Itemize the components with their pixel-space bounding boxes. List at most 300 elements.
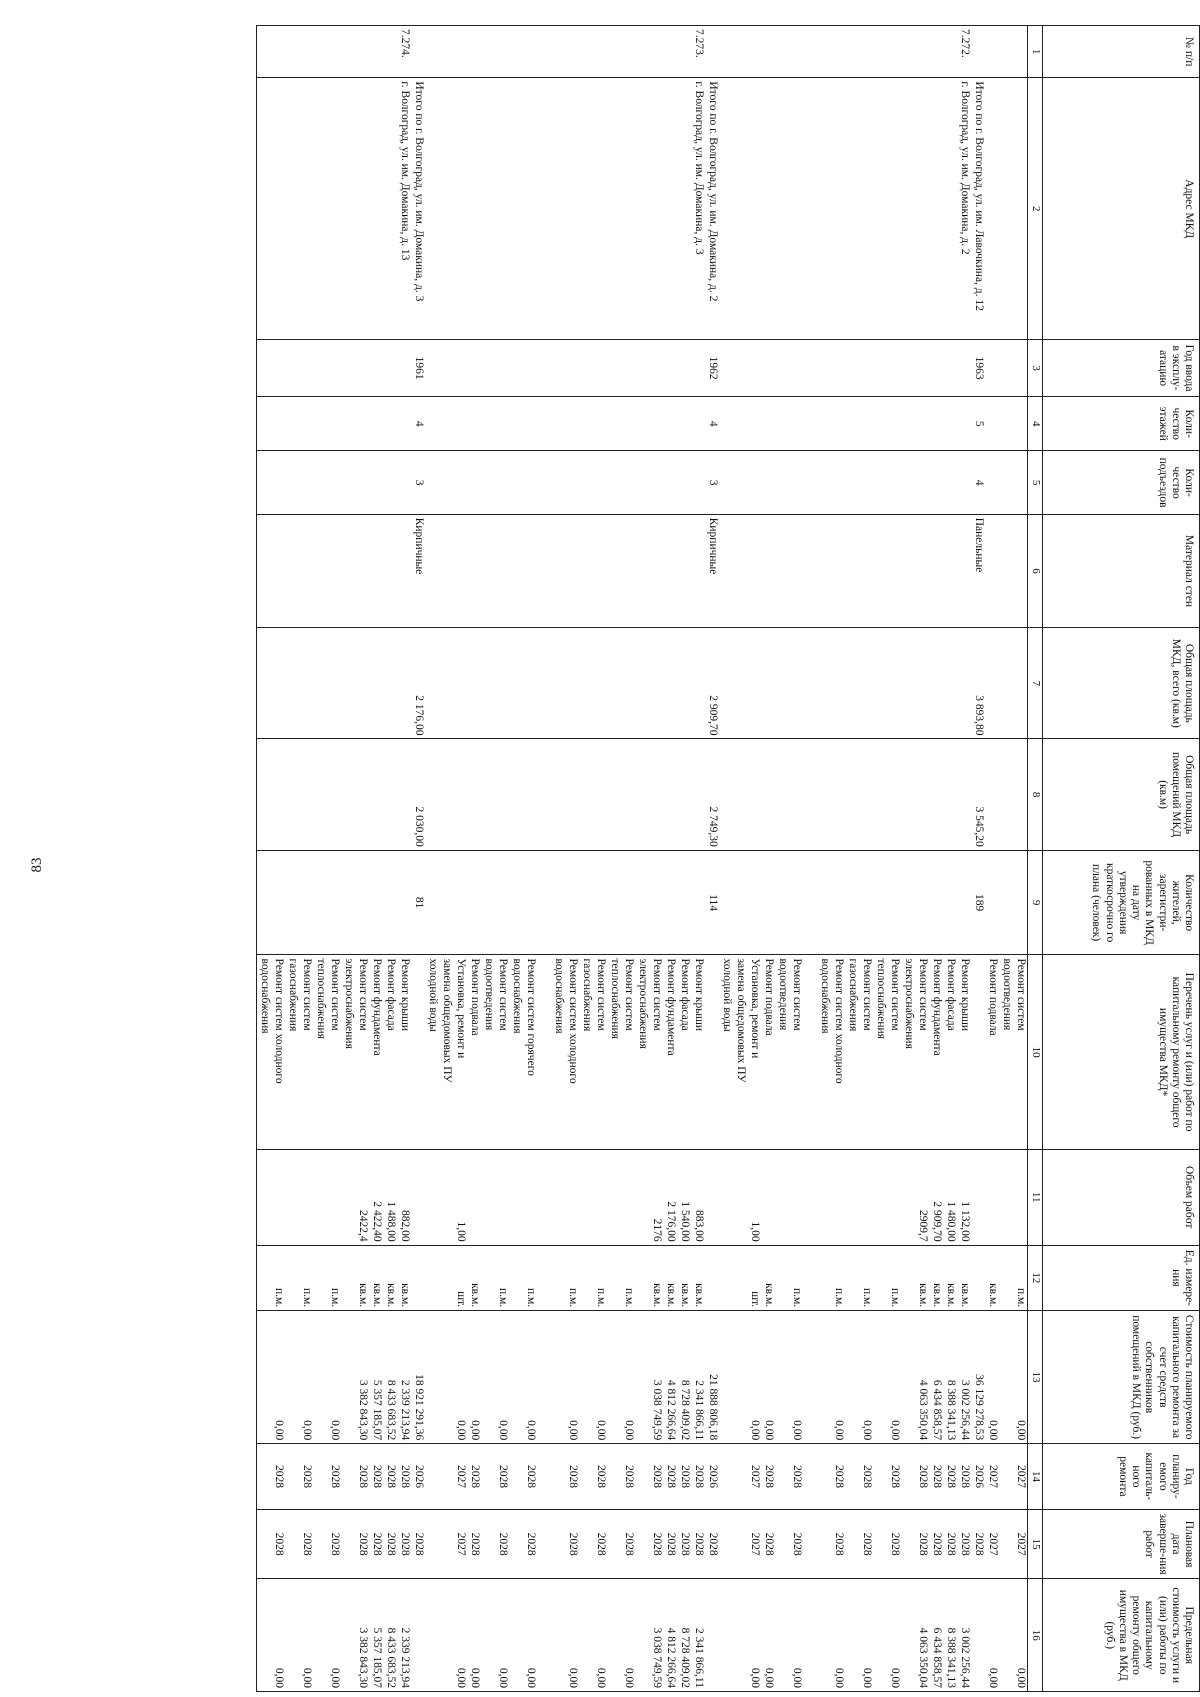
planned-cost-cell: 36 129 278,53 [971, 1311, 985, 1444]
completion-date-cell [817, 1509, 831, 1579]
floors-cell [635, 396, 649, 451]
limit-cost-cell [579, 1579, 593, 1692]
completion-date-cell: 2028 [677, 1509, 691, 1579]
table-row [579, 26, 593, 1692]
planned-cost-cell: 0,00 [565, 1311, 579, 1444]
table-row [649, 26, 663, 1692]
wall-material-cell [873, 514, 887, 627]
work-type-cell: Ремонт систем [1013, 955, 1028, 1149]
unit-cell: п.м. [859, 1245, 873, 1310]
planned-year-cell [607, 1444, 621, 1509]
entrances-cell [439, 451, 453, 514]
total-area-cell [481, 628, 495, 739]
completion-date-cell: 2028 [593, 1509, 607, 1579]
total-area-cell [831, 628, 845, 739]
entrances-cell [663, 451, 677, 514]
limit-cost-cell: 0,00 [1013, 1579, 1028, 1692]
planned-cost-cell [313, 1311, 327, 1444]
total-area-cell [369, 628, 383, 739]
address-cell [341, 78, 355, 340]
work-type-cell: Ремонт подвала [467, 955, 481, 1149]
floors-cell [327, 396, 341, 451]
completion-date-cell: 2028 [327, 1509, 341, 1579]
completion-date-cell: 2028 [887, 1509, 901, 1579]
wall-material-cell [341, 514, 355, 627]
column-number: 16 [1028, 1579, 1043, 1692]
floors-cell [299, 396, 313, 451]
wall-material-cell [271, 514, 285, 627]
planned-year-cell: 2026 [971, 1444, 985, 1509]
total-area-cell: 2 176,00 [411, 628, 425, 739]
limit-cost-cell: 0,00 [593, 1579, 607, 1692]
premises-area-cell [551, 739, 565, 850]
address-cell [775, 78, 789, 340]
planned-cost-cell: 0,00 [789, 1311, 803, 1444]
premises-area-cell [285, 739, 299, 850]
completion-date-cell: 2028 [649, 1509, 663, 1579]
planned-year-cell: 2027 [747, 1444, 761, 1509]
address-cell [803, 78, 817, 340]
planned-cost-cell: 0,00 [523, 1311, 537, 1444]
entrances-cell [999, 451, 1013, 514]
work-type-cell: электроснабжения [341, 955, 355, 1149]
total-area-cell [887, 628, 901, 739]
planned-cost-cell: 8 388 341,13 [943, 1311, 957, 1444]
unit-cell: кв.м. [355, 1245, 369, 1310]
premises-area-cell [271, 739, 285, 850]
table-row [803, 26, 817, 1692]
commission-year-cell [467, 340, 481, 397]
completion-date-cell [635, 1509, 649, 1579]
entrances-cell [481, 451, 495, 514]
unit-cell: п.м. [495, 1245, 509, 1310]
table-row [831, 26, 845, 1692]
work-volume-cell: 2 422,40 [369, 1149, 383, 1245]
work-volume-cell [607, 1149, 621, 1245]
floors-cell: 5 [971, 396, 985, 451]
header-cell: Год планиру-емого капиталь-ного ремонта [1043, 1444, 1200, 1509]
residents-cell [831, 850, 845, 955]
unit-cell: кв.м. [383, 1245, 397, 1310]
wall-material-cell: Панельные [971, 514, 985, 627]
header-cell: Материал стен [1043, 514, 1200, 627]
planned-cost-cell: 8 728 409,02 [677, 1311, 691, 1444]
work-volume-cell: 1 132,00 [957, 1149, 971, 1245]
entrances-cell [271, 451, 285, 514]
column-number: 4 [1028, 396, 1043, 451]
unit-cell [971, 1245, 985, 1310]
planned-cost-cell: 0,00 [467, 1311, 481, 1444]
floors-cell [285, 396, 299, 451]
total-area-cell [467, 628, 481, 739]
premises-area-cell [985, 739, 999, 850]
entrances-cell [831, 451, 845, 514]
planned-year-cell [901, 1444, 915, 1509]
entrances-cell [761, 451, 775, 514]
total-area-cell [817, 628, 831, 739]
completion-date-cell [901, 1509, 915, 1579]
address-cell [369, 78, 383, 340]
planned-cost-cell: 0,00 [299, 1311, 313, 1444]
address-cell [901, 78, 915, 340]
planned-cost-cell: 0,00 [271, 1311, 285, 1444]
work-volume-cell: 883,00 [691, 1149, 705, 1245]
row-number-cell [789, 26, 803, 78]
work-type-cell: Ремонт систем [649, 955, 663, 1149]
commission-year-cell [859, 340, 873, 397]
table-row [439, 26, 453, 1692]
planned-cost-cell: 0,00 [327, 1311, 341, 1444]
planned-year-cell: 2026 [411, 1444, 425, 1509]
premises-area-cell [817, 739, 831, 850]
planned-cost-cell: 3 382 843,30 [355, 1311, 369, 1444]
planned-cost-cell: 0,00 [887, 1311, 901, 1444]
row-number-cell [285, 26, 299, 78]
row-number-cell [369, 26, 383, 78]
residents-cell [999, 850, 1013, 955]
premises-area-cell [957, 739, 971, 850]
premises-area-cell [775, 739, 789, 850]
total-area-cell [523, 628, 537, 739]
floors-cell: 4 [705, 396, 719, 451]
address-cell [593, 78, 607, 340]
total-area-cell [397, 628, 411, 739]
row-number-cell [299, 26, 313, 78]
planned-year-cell [285, 1444, 299, 1509]
floors-cell [495, 396, 509, 451]
wall-material-cell [383, 514, 397, 627]
commission-year-cell: 1962 [705, 340, 719, 397]
address-cell [537, 78, 551, 340]
address-cell [733, 78, 747, 340]
entrances-cell [649, 451, 663, 514]
column-number: 12 [1028, 1245, 1043, 1310]
table-row [1013, 26, 1028, 1692]
table-row [467, 26, 481, 1692]
residents-cell [943, 850, 957, 955]
planned-cost-cell [733, 1311, 747, 1444]
wall-material-cell [635, 514, 649, 627]
total-area-cell [495, 628, 509, 739]
limit-cost-cell [285, 1579, 299, 1692]
address-cell [873, 78, 887, 340]
limit-cost-cell [481, 1579, 495, 1692]
row-number-cell [873, 26, 887, 78]
column-number: 15 [1028, 1509, 1043, 1579]
total-area-cell [607, 628, 621, 739]
premises-area-cell [663, 739, 677, 850]
work-volume-cell [761, 1149, 775, 1245]
floors-cell [509, 396, 523, 451]
unit-cell: п.м. [299, 1245, 313, 1310]
unit-cell [411, 1245, 425, 1310]
commission-year-cell [299, 340, 313, 397]
total-area-cell [439, 628, 453, 739]
commission-year-cell [677, 340, 691, 397]
work-volume-cell [859, 1149, 873, 1245]
work-type-cell: теплоснабжения [313, 955, 327, 1149]
total-area-cell [943, 628, 957, 739]
row-number-cell [831, 26, 845, 78]
unit-cell [341, 1245, 355, 1310]
header-cell: Год ввода в эксплу-атацию [1043, 340, 1200, 397]
table-row [299, 26, 313, 1692]
entrances-cell [901, 451, 915, 514]
planned-cost-cell: 3 002 256,44 [957, 1311, 971, 1444]
commission-year-cell [439, 340, 453, 397]
unit-cell: кв.м. [397, 1245, 411, 1310]
limit-cost-cell [873, 1579, 887, 1692]
residents-cell [355, 850, 369, 955]
unit-cell [285, 1245, 299, 1310]
planned-cost-cell [537, 1311, 551, 1444]
wall-material-cell [607, 514, 621, 627]
work-type-cell: газоснабжения [845, 955, 859, 1149]
work-volume-cell [775, 1149, 789, 1245]
residents-cell [467, 850, 481, 955]
table-row [453, 26, 467, 1692]
planned-cost-cell: 0,00 [621, 1311, 635, 1444]
premises-area-cell [747, 739, 761, 850]
planned-year-cell: 2028 [789, 1444, 803, 1509]
row-number-cell [635, 26, 649, 78]
completion-date-cell: 2028 [859, 1509, 873, 1579]
limit-cost-cell [705, 1579, 719, 1692]
table-row [943, 26, 957, 1692]
table-row [775, 26, 789, 1692]
premises-area-cell [999, 739, 1013, 850]
residents-cell [677, 850, 691, 955]
floors-cell [691, 396, 705, 451]
completion-date-cell [845, 1509, 859, 1579]
address-cell [481, 78, 495, 340]
planned-cost-cell: 8 433 683,52 [383, 1311, 397, 1444]
table-row [313, 26, 327, 1692]
floors-cell [481, 396, 495, 451]
work-type-cell [971, 955, 985, 1149]
work-volume-cell [509, 1149, 523, 1245]
planned-cost-cell: 0,00 [985, 1311, 999, 1444]
work-type-cell: Ремонт фасада [677, 955, 691, 1149]
completion-date-cell: 2028 [369, 1509, 383, 1579]
row-number-cell [579, 26, 593, 78]
row-number-cell [313, 26, 327, 78]
address-cell [607, 78, 621, 340]
total-area-cell [285, 628, 299, 739]
unit-cell [313, 1245, 327, 1310]
planned-year-cell: 2028 [621, 1444, 635, 1509]
premises-area-cell [495, 739, 509, 850]
address-cell [677, 78, 691, 340]
entrances-cell [691, 451, 705, 514]
table-row [733, 26, 747, 1692]
completion-date-cell [719, 1509, 733, 1579]
floors-cell [803, 396, 817, 451]
row-number-cell [943, 26, 957, 78]
floors-cell [999, 396, 1013, 451]
unit-cell: шт. [453, 1245, 467, 1310]
entrances-cell [313, 451, 327, 514]
planned-year-cell: 2028 [523, 1444, 537, 1509]
header-cell: Ед. измере-ния [1043, 1245, 1200, 1310]
total-area-cell [691, 628, 705, 739]
unit-cell: кв.м. [943, 1245, 957, 1310]
floors-cell [271, 396, 285, 451]
row-number-cell [999, 26, 1013, 78]
residents-cell: 81 [411, 850, 425, 955]
commission-year-cell [817, 340, 831, 397]
planned-cost-cell: 18 921 291,36 [411, 1311, 425, 1444]
table-row [369, 26, 383, 1692]
work-type-cell: Ремонт фасада [383, 955, 397, 1149]
limit-cost-cell: 4 063 350,04 [915, 1579, 929, 1692]
residents-cell [257, 850, 272, 955]
column-number: 14 [1028, 1444, 1043, 1509]
planned-cost-cell [285, 1311, 299, 1444]
limit-cost-cell [411, 1579, 425, 1692]
work-type-cell: электроснабжения [635, 955, 649, 1149]
total-area-cell: 2 909,70 [705, 628, 719, 739]
premises-area-cell [481, 739, 495, 850]
residents-cell [649, 850, 663, 955]
planned-year-cell [775, 1444, 789, 1509]
work-type-cell: водоснабжения [551, 955, 565, 1149]
row-number-cell [775, 26, 789, 78]
planned-cost-cell: 2 339 213,94 [397, 1311, 411, 1444]
premises-area-cell [691, 739, 705, 850]
row-number-cell [537, 26, 551, 78]
planned-cost-cell: 2 341 866,11 [691, 1311, 705, 1444]
limit-cost-cell: 4 812 266,64 [663, 1579, 677, 1692]
address-cell: г. Волгоград, ул. им. Домакина, д. 2 [957, 78, 971, 340]
premises-area-cell [887, 739, 901, 850]
floors-cell [369, 396, 383, 451]
limit-cost-cell: 0,00 [761, 1579, 775, 1692]
unit-cell: кв.м. [677, 1245, 691, 1310]
total-area-cell [537, 628, 551, 739]
commission-year-cell [831, 340, 845, 397]
limit-cost-cell: 0,00 [831, 1579, 845, 1692]
work-volume-cell [537, 1149, 551, 1245]
completion-date-cell [425, 1509, 439, 1579]
limit-cost-cell: 0,00 [985, 1579, 999, 1692]
limit-cost-cell: 3 038 749,59 [649, 1579, 663, 1692]
limit-cost-cell: 6 434 858,57 [929, 1579, 943, 1692]
total-area-cell [1013, 628, 1028, 739]
work-volume-cell: 2422,4 [355, 1149, 369, 1245]
planned-cost-cell [635, 1311, 649, 1444]
premises-area-cell [453, 739, 467, 850]
residents-cell [481, 850, 495, 955]
entrances-cell [817, 451, 831, 514]
unit-cell: кв.м. [663, 1245, 677, 1310]
completion-date-cell: 2028 [761, 1509, 775, 1579]
row-number-cell [453, 26, 467, 78]
wall-material-cell [747, 514, 761, 627]
work-volume-cell [481, 1149, 495, 1245]
planned-cost-cell: 0,00 [831, 1311, 845, 1444]
unit-cell [817, 1245, 831, 1310]
residents-cell [313, 850, 327, 955]
entrances-cell [523, 451, 537, 514]
floors-cell [761, 396, 775, 451]
work-type-cell [803, 955, 817, 1149]
residents-cell [593, 850, 607, 955]
wall-material-cell [803, 514, 817, 627]
planned-cost-cell [803, 1311, 817, 1444]
unit-cell: п.м. [887, 1245, 901, 1310]
address-cell [999, 78, 1013, 340]
limit-cost-cell [607, 1579, 621, 1692]
completion-date-cell: 2028 [943, 1509, 957, 1579]
residents-cell [901, 850, 915, 955]
work-volume-cell [733, 1149, 747, 1245]
commission-year-cell [747, 340, 761, 397]
total-area-cell [635, 628, 649, 739]
work-volume-cell: 1 488,00 [383, 1149, 397, 1245]
premises-area-cell [467, 739, 481, 850]
work-type-cell: Ремонт фасада [943, 955, 957, 1149]
floors-cell [397, 396, 411, 451]
address-cell [257, 78, 272, 340]
wall-material-cell [537, 514, 551, 627]
residents-cell [523, 850, 537, 955]
work-volume-cell: 2 176,00 [663, 1149, 677, 1245]
work-type-cell: Ремонт систем холодного [565, 955, 579, 1149]
commission-year-cell: 1961 [411, 340, 425, 397]
work-volume-cell [817, 1149, 831, 1245]
planned-year-cell: 2028 [663, 1444, 677, 1509]
work-type-cell: Ремонт фундамента [369, 955, 383, 1149]
work-type-cell: Ремонт систем [299, 955, 313, 1149]
row-number-cell [355, 26, 369, 78]
wall-material-cell [845, 514, 859, 627]
work-type-cell: Ремонт систем [859, 955, 873, 1149]
limit-cost-cell [635, 1579, 649, 1692]
total-area-cell: 3 893,80 [971, 628, 985, 739]
residents-cell [495, 850, 509, 955]
header-cell: Плановая дата заверше-ния работ [1043, 1509, 1200, 1579]
address-cell [859, 78, 873, 340]
row-number-cell [523, 26, 537, 78]
wall-material-cell [327, 514, 341, 627]
unit-cell: кв.м. [761, 1245, 775, 1310]
total-area-cell [845, 628, 859, 739]
wall-material-cell [859, 514, 873, 627]
unit-cell: п.м. [621, 1245, 635, 1310]
work-volume-cell [887, 1149, 901, 1245]
planned-year-cell: 2028 [327, 1444, 341, 1509]
planned-year-cell: 2028 [677, 1444, 691, 1509]
floors-cell [817, 396, 831, 451]
work-volume-cell: 1,00 [453, 1149, 467, 1245]
planned-cost-cell [439, 1311, 453, 1444]
address-cell [383, 78, 397, 340]
row-number-cell [257, 26, 272, 78]
residents-cell [383, 850, 397, 955]
commission-year-cell [621, 340, 635, 397]
limit-cost-cell: 0,00 [495, 1579, 509, 1692]
residents-cell [775, 850, 789, 955]
floors-cell [789, 396, 803, 451]
planned-cost-cell: 4 812 266,64 [663, 1311, 677, 1444]
planned-year-cell: 2028 [593, 1444, 607, 1509]
planned-cost-cell: 5 357 185,07 [369, 1311, 383, 1444]
limit-cost-cell [817, 1579, 831, 1692]
row-number-cell [733, 26, 747, 78]
total-area-cell [299, 628, 313, 739]
floors-cell [257, 396, 272, 451]
